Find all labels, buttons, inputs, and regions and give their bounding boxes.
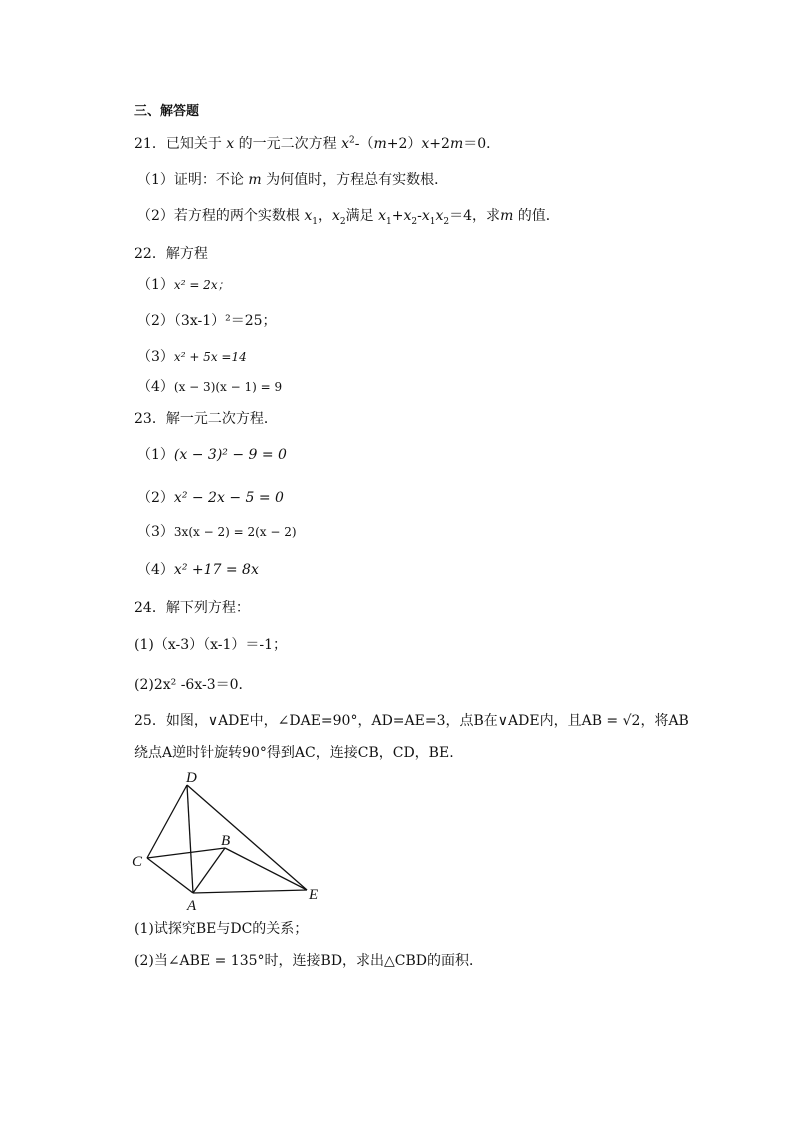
q21-p1-m: m bbox=[248, 172, 262, 188]
q21-stem bbox=[134, 135, 500, 153]
q21-p2-c1: x bbox=[378, 208, 387, 224]
q23-title: 解一元二次方程． bbox=[165, 411, 278, 427]
q22-title: 解方程 bbox=[165, 246, 208, 262]
segment-AB bbox=[193, 848, 225, 893]
q22-p1-label: （1） bbox=[137, 277, 174, 293]
q23-part2 bbox=[137, 489, 284, 507]
q21-p2-x1: x bbox=[304, 208, 313, 224]
segment-DC bbox=[147, 785, 187, 858]
q21-p2-s2: 2 bbox=[339, 216, 346, 227]
q21-p2-c1s: 1 bbox=[386, 216, 392, 227]
q21-eq-x: x bbox=[341, 136, 349, 152]
q21-eq-b: -（ bbox=[354, 136, 374, 152]
q25-figure bbox=[125, 765, 335, 915]
q21-p2-x2: x bbox=[332, 208, 340, 224]
q22-p2-eq: （3x-1）²＝25； bbox=[173, 313, 277, 329]
q21-p1-a: （1）证明：不论 bbox=[137, 172, 244, 188]
q21-p2-minus: - bbox=[417, 208, 422, 224]
q22-part2 bbox=[137, 312, 277, 330]
q21-stem-mid: 的一元二次方程 bbox=[238, 136, 337, 152]
q23-p1-label: （1） bbox=[137, 447, 174, 463]
segment-AE bbox=[193, 890, 307, 893]
q21-p2-comma: ， bbox=[318, 208, 333, 224]
segment-CB bbox=[147, 848, 225, 858]
q21-p2-c4: x bbox=[435, 208, 444, 224]
q21-var-x: x bbox=[226, 136, 235, 152]
q23-part1 bbox=[137, 446, 287, 464]
q23-stem bbox=[134, 410, 278, 428]
q23-p2-label: （2） bbox=[137, 490, 174, 506]
q24-title: 解下列方程： bbox=[165, 600, 250, 616]
label-C: C bbox=[132, 854, 143, 870]
q25-part1: (1)试探究BE与DC的关系； bbox=[134, 921, 309, 937]
label-B: B bbox=[221, 833, 231, 849]
q25-number: 25． bbox=[134, 713, 166, 729]
q21-eq-x2: x bbox=[421, 136, 430, 152]
q23-p4-eq: x² +17 = 8x bbox=[173, 562, 259, 578]
q23-part3 bbox=[137, 523, 297, 541]
q25-line1: 如图，∨ADE中，∠DAE=90°，AD=AE=3，点B在∨ADE内，且AB = √2，将AB bbox=[165, 713, 689, 729]
q22-part4 bbox=[137, 378, 282, 396]
q21-part1 bbox=[137, 171, 448, 189]
q22-p3-eq: x² + 5x =14 bbox=[173, 350, 247, 364]
q21-stem-pre: 已知关于 bbox=[165, 136, 222, 152]
q23-p4-label: （4） bbox=[137, 562, 174, 578]
q21-p2-d: ＝4，求 bbox=[449, 208, 501, 224]
q23-p2-eq: x² − 2x − 5 = 0 bbox=[173, 490, 284, 506]
q22-p4-label: （4） bbox=[137, 379, 174, 395]
q21-p2-c2s: 2 bbox=[411, 216, 418, 227]
q24-stem bbox=[134, 599, 250, 617]
segment-DE bbox=[187, 785, 307, 890]
q21-p2-s1: 1 bbox=[312, 216, 319, 227]
q24-number: 24． bbox=[134, 600, 166, 616]
label-A: A bbox=[187, 898, 197, 914]
label-D: D bbox=[186, 770, 197, 786]
q23-p3-eq: 3x(x − 2) = 2(x − 2) bbox=[173, 525, 297, 539]
q21-eq-d: +2 bbox=[429, 136, 450, 152]
section-title: 三、解答题 bbox=[134, 104, 200, 119]
q22-p4-eq: (x − 3)(x − 1) = 9 bbox=[173, 380, 283, 394]
segment-DA bbox=[187, 785, 193, 893]
q22-p3-label: （3） bbox=[137, 349, 174, 365]
q21-eq-m: m bbox=[373, 136, 387, 152]
q21-p2-c2: x bbox=[403, 208, 412, 224]
q25-part2: (2)当∠ABE = 135°时，连接BD，求出△CBD的面积． bbox=[134, 953, 484, 969]
q24-part1: (1)（x-3）（x-1）＝-1； bbox=[134, 637, 288, 653]
q21-p1-b: 为何值时，方程总有实数根． bbox=[266, 172, 449, 188]
q21-p2-c4s: 2 bbox=[443, 216, 450, 227]
q23-p1-eq: (x − 3)² − 9 = 0 bbox=[173, 447, 287, 463]
q21-eq-sup: 2 bbox=[349, 135, 355, 146]
q21-part2 bbox=[137, 207, 560, 225]
q22-part3 bbox=[137, 348, 247, 366]
q21-p2-plus: + bbox=[391, 208, 404, 224]
q21-p2-c3: x bbox=[421, 208, 430, 224]
q22-number: 22． bbox=[134, 246, 166, 262]
q21-eq-c: +2） bbox=[386, 136, 422, 152]
q25-stem-line2: 绕点A逆时针旋转90°得到AC，连接CB，CD，BE. bbox=[134, 745, 454, 761]
q21-p2-a: （2）若方程的两个实数根 bbox=[137, 208, 300, 224]
q23-part4 bbox=[137, 561, 259, 579]
q21-p2-c3s: 1 bbox=[429, 216, 436, 227]
segment-CA bbox=[147, 858, 193, 893]
q22-stem bbox=[134, 245, 208, 263]
q21-p2-b: 满足 bbox=[345, 208, 374, 224]
label-E: E bbox=[309, 887, 319, 903]
q25-stem-line1 bbox=[134, 712, 689, 730]
q21-p2-m: m bbox=[500, 208, 514, 224]
q21-eq-m2: m bbox=[449, 136, 464, 152]
q21-number: 21． bbox=[134, 136, 166, 152]
q21-eq-e: ＝0． bbox=[463, 136, 501, 152]
q22-p2-label: （2） bbox=[137, 313, 174, 329]
q23-number: 23． bbox=[134, 411, 166, 427]
q23-p3-label: （3） bbox=[137, 524, 174, 540]
q21-p2-e: 的值． bbox=[517, 208, 560, 224]
q22-part1 bbox=[137, 276, 230, 294]
q22-p1-eq: x² = 2x； bbox=[173, 278, 230, 292]
q24-part2: (2)2x² -6x-3＝0． bbox=[134, 677, 253, 693]
